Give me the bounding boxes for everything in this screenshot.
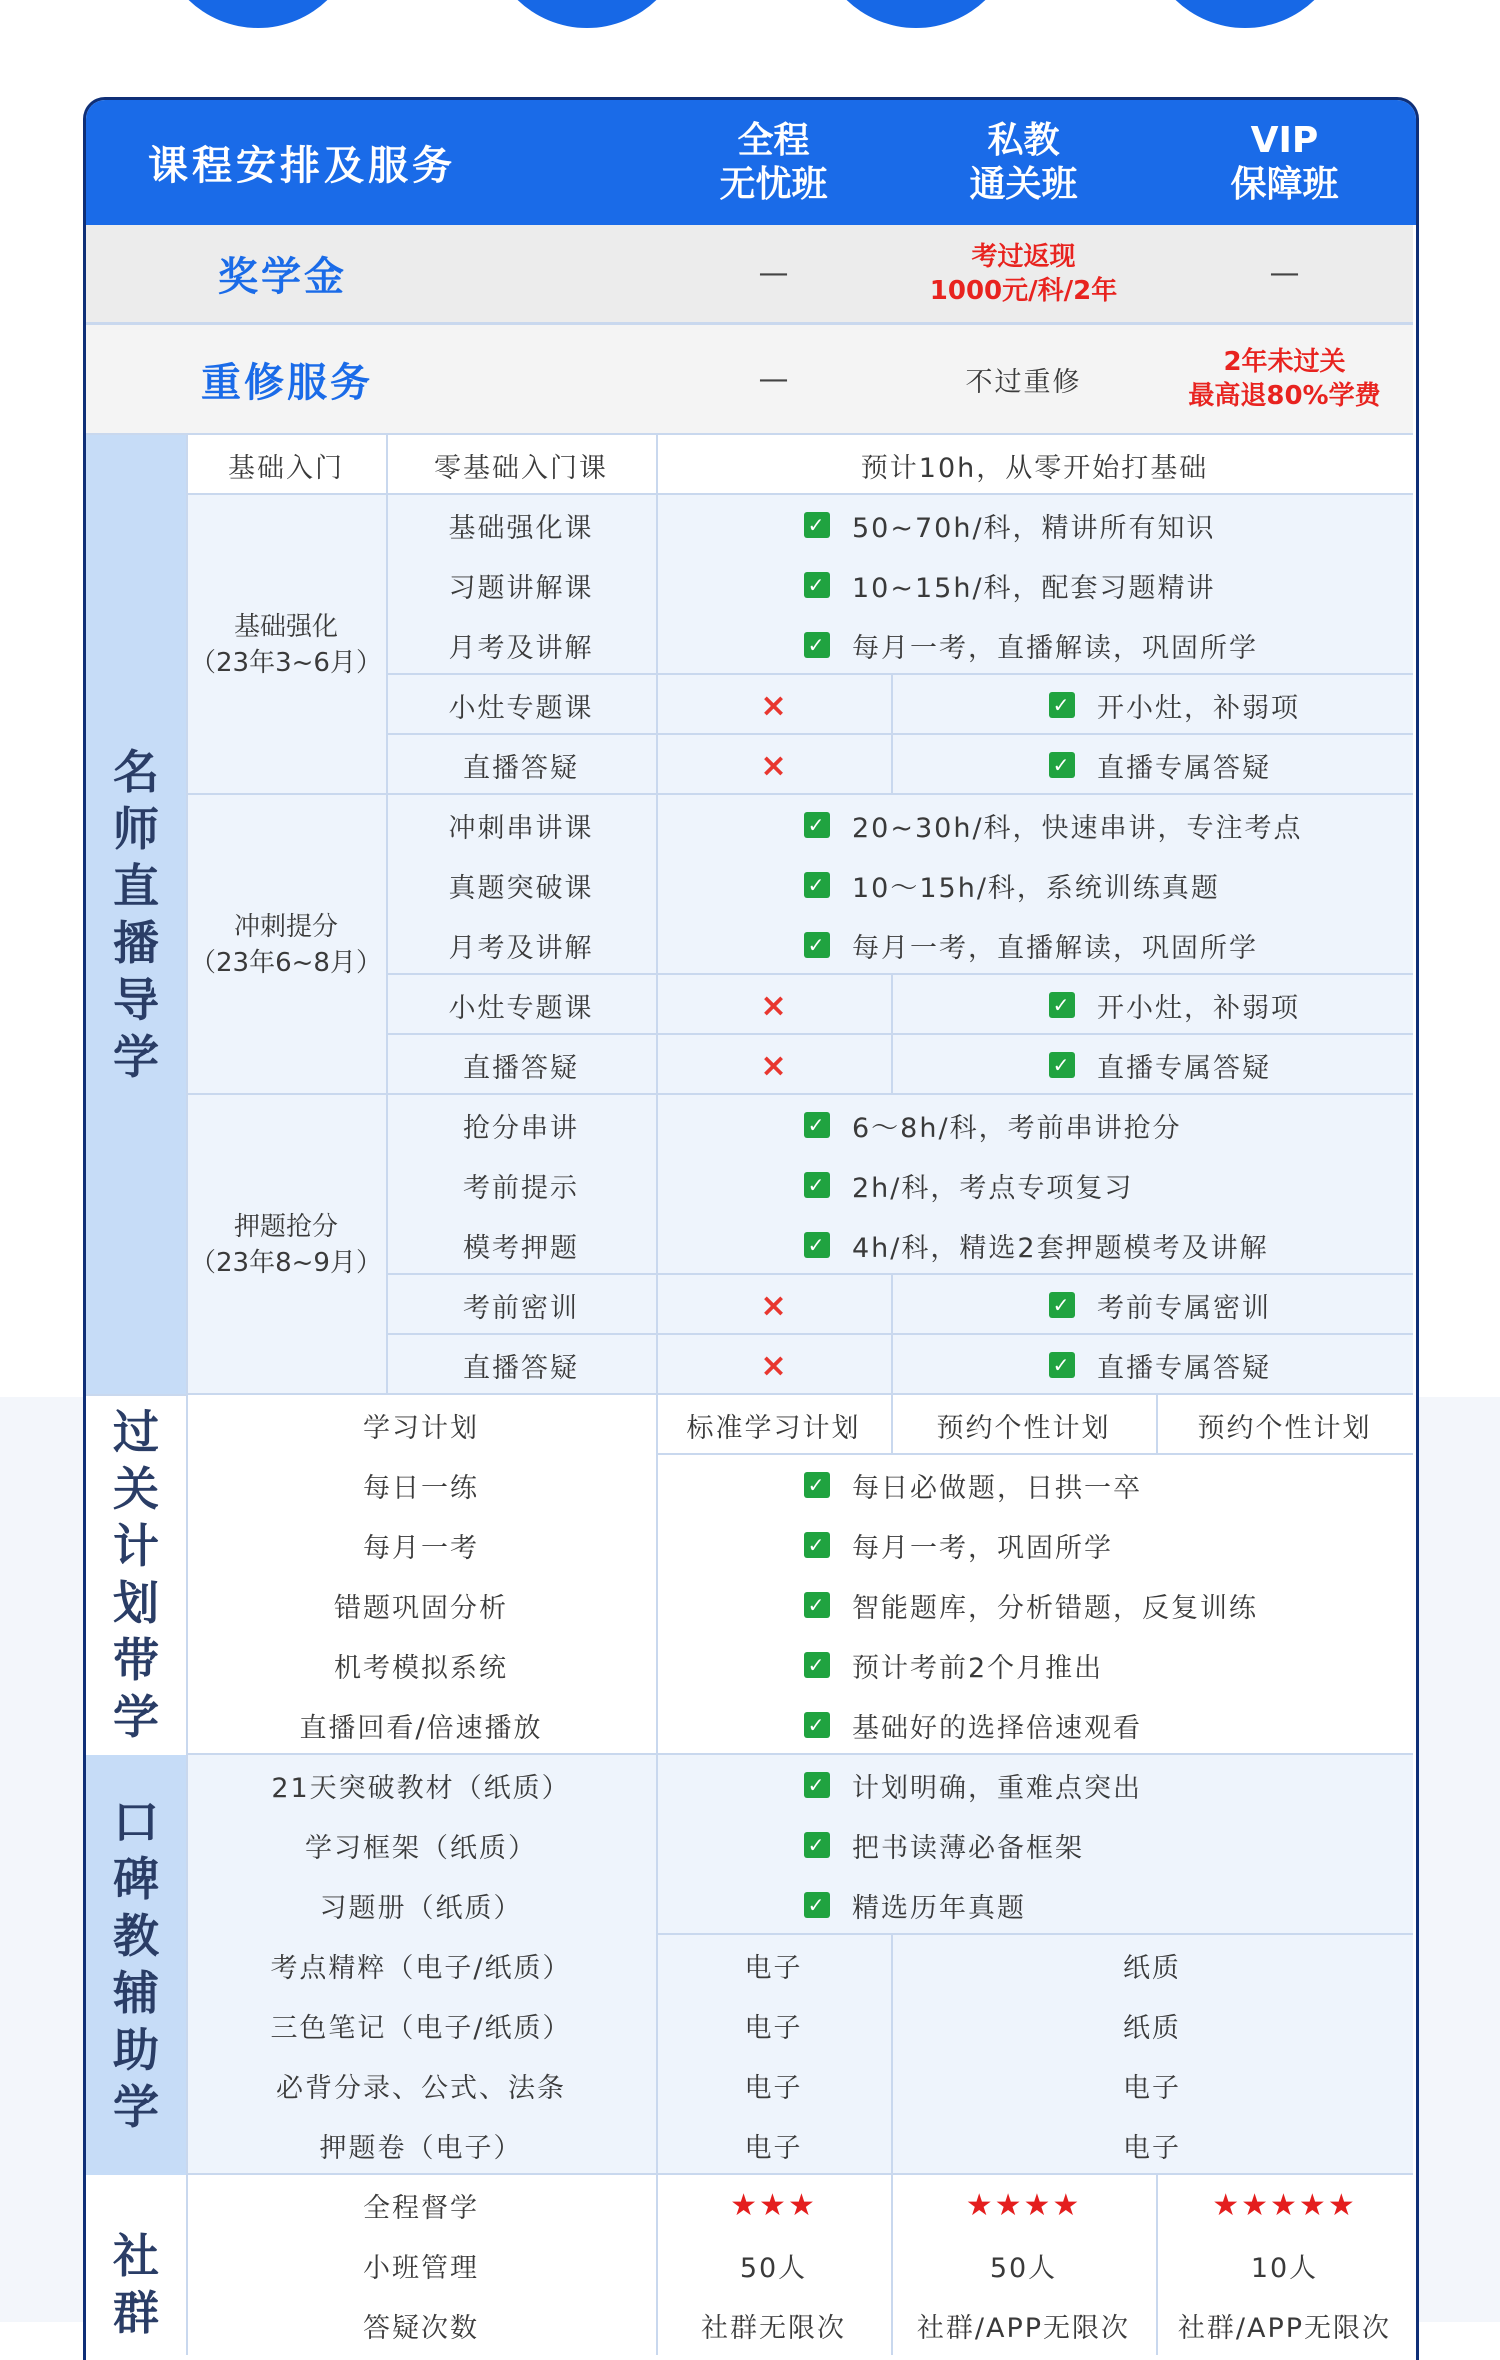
course-desc-text: 20~30h/科，快速串讲，专注考点 <box>852 812 1303 844</box>
plan-row-label: 机考模拟系统 <box>334 1652 508 1684</box>
plan3-header-line1: VIP <box>1250 119 1319 161</box>
check-icon: ✓ <box>804 1232 830 1258</box>
course-desc-text: 4h/科，精选2套押题模考及讲解 <box>852 1232 1269 1264</box>
community-label: 全程督学 <box>363 2192 479 2224</box>
plan1-header-line1: 全程 <box>737 119 810 161</box>
community-plan3: 社群/APP无限次 <box>1177 2312 1392 2344</box>
decorative-circle <box>816 0 1016 28</box>
course-desc-text: 6～8h/科，考前串讲抢分 <box>852 1112 1182 1144</box>
section-community <box>86 2175 186 2360</box>
course-name: 习题讲解课 <box>448 572 594 604</box>
plan-row-desc-text: 智能题库，分析错题，反复训练 <box>852 1592 1258 1624</box>
material-label: 学习框架（纸质） <box>305 1832 537 1864</box>
plan-first-plan1: 标准学习计划 <box>686 1412 861 1444</box>
course-name: 考前密训 <box>463 1292 579 1324</box>
community-plan1: 社群无限次 <box>701 2312 846 2344</box>
grid-line <box>86 1394 186 1396</box>
section-materials-char: 口 <box>113 1795 159 1849</box>
course-desc-text: 每月一考，直播解读，巩固所学 <box>852 632 1258 664</box>
grid-line <box>891 2175 893 2355</box>
plan-row-label: 直播回看/倍速播放 <box>299 1712 543 1744</box>
premium-desc <box>891 1275 1413 1335</box>
check-icon: ✓ <box>804 1892 830 1918</box>
stage-name-line1: 押题抢分 <box>233 1212 338 1242</box>
section-materials-char: 教 <box>113 1909 159 1963</box>
plan3-header-line2: 保障班 <box>1230 163 1339 205</box>
material-desc <box>656 1875 1413 1935</box>
premium-desc <box>891 675 1413 735</box>
check-icon: ✓ <box>804 1652 830 1678</box>
premium-desc-text: 开小灶，补弱项 <box>1097 992 1300 1024</box>
cross-cell <box>656 675 891 735</box>
check-icon: ✓ <box>804 1172 830 1198</box>
material-desc-text: 把书读薄必备框架 <box>852 1832 1084 1864</box>
section-live-char: 师 <box>113 802 159 856</box>
community-plan1: 50人 <box>739 2252 808 2284</box>
plan1-header <box>656 100 891 225</box>
plan-row-label: 错题巩固分析 <box>334 1592 508 1624</box>
community-plan3: ★★★★★ <box>1212 2187 1357 2223</box>
scholarship-plan2-line2: 1000元/科/2年 <box>929 275 1118 306</box>
section-community-char: 社 <box>113 2229 159 2283</box>
cross-icon: × <box>760 686 787 724</box>
grid-line <box>1156 1395 1158 1455</box>
premium-desc <box>891 975 1413 1035</box>
scholarship-plan2-line1: 考过返现 <box>971 241 1076 272</box>
check-icon: ✓ <box>804 1712 830 1738</box>
course-name: 直播答疑 <box>463 1052 579 1084</box>
scholarship-plan2 <box>891 225 1156 322</box>
plan-row-desc-text: 每月一考，巩固所学 <box>852 1532 1113 1564</box>
section-materials-char: 学 <box>113 2080 159 2134</box>
cross-cell <box>656 1335 891 1395</box>
retake-plan2: 不过重修 <box>965 366 1082 398</box>
plan-row-desc <box>656 1575 1413 1635</box>
plan-row-desc <box>656 1455 1413 1515</box>
material-desc <box>656 1755 1413 1815</box>
material-plan1: 电子 <box>744 2012 803 2044</box>
check-icon: ✓ <box>1049 1352 1075 1378</box>
check-icon: ✓ <box>804 512 830 538</box>
course-desc-text: 10~15h/科，配套习题精讲 <box>852 572 1216 604</box>
section-plan-char: 过 <box>113 1405 159 1459</box>
premium-desc <box>891 1335 1413 1395</box>
premium-desc-text: 开小灶，补弱项 <box>1097 692 1300 724</box>
section-live-char: 导 <box>113 973 159 1027</box>
check-icon: ✓ <box>804 1112 830 1138</box>
cross-icon: × <box>760 1286 787 1324</box>
section-materials-char: 助 <box>113 2023 159 2077</box>
plan-row-desc <box>656 1635 1413 1695</box>
check-icon: ✓ <box>804 1772 830 1798</box>
plan-row-label: 每月一考 <box>363 1532 479 1564</box>
check-icon: ✓ <box>1049 692 1075 718</box>
material-label: 21天突破教材（纸质） <box>271 1772 571 1804</box>
scholarship-plan3: — <box>1269 256 1300 291</box>
plan-first-plan3: 预约个性计划 <box>1197 1412 1372 1444</box>
community-label: 小班管理 <box>363 2252 479 2284</box>
course-desc <box>656 1095 1413 1155</box>
course-name: 冲刺串讲课 <box>448 812 594 844</box>
course-desc <box>656 1215 1413 1275</box>
course-name: 模考押题 <box>463 1232 579 1264</box>
section-plan-char: 带 <box>113 1633 159 1687</box>
community-label: 答疑次数 <box>363 2312 479 2344</box>
premium-desc-text: 直播专属答疑 <box>1097 1352 1271 1384</box>
course-desc-text: 50~70h/科，精讲所有知识 <box>852 512 1216 544</box>
section-live-char: 播 <box>113 916 159 970</box>
material-plan1: 电子 <box>744 2132 803 2164</box>
cross-icon: × <box>760 986 787 1024</box>
check-icon: ✓ <box>1049 1052 1075 1078</box>
material-label: 押题卷（电子） <box>319 2132 523 2164</box>
material-rest: 电子 <box>1123 2072 1181 2104</box>
intro-stage: 基础入门 <box>228 452 344 484</box>
section-materials <box>86 1755 186 2175</box>
premium-desc <box>891 1035 1413 1095</box>
plan-label: 学习计划 <box>363 1412 479 1444</box>
community-plan3: 10人 <box>1250 2252 1319 2284</box>
stage-name-line2: （23年8~9月） <box>190 1248 382 1278</box>
course-desc <box>656 855 1413 915</box>
premium-desc <box>891 735 1413 795</box>
check-icon: ✓ <box>804 632 830 658</box>
course-desc <box>656 615 1413 675</box>
plan2-header <box>891 100 1156 225</box>
grid-line <box>891 1935 893 2175</box>
material-plan1: 电子 <box>744 2072 803 2104</box>
premium-desc-text: 考前专属密训 <box>1097 1292 1271 1324</box>
course-name: 月考及讲解 <box>448 932 594 964</box>
check-icon: ✓ <box>804 872 830 898</box>
table-header <box>86 100 1416 225</box>
premium-desc-text: 直播专属答疑 <box>1097 752 1271 784</box>
plan-row-desc-text: 预计考前2个月推出 <box>852 1652 1104 1684</box>
section-live-char: 名 <box>113 745 159 799</box>
section-live-char: 直 <box>113 859 159 913</box>
material-plan1: 电子 <box>744 1952 803 1984</box>
material-label: 三色笔记（电子/纸质） <box>270 2012 572 2044</box>
retake-label: 重修服务 <box>201 359 373 406</box>
material-desc-text: 计划明确，重难点突出 <box>852 1772 1142 1804</box>
course-name: 直播答疑 <box>463 752 579 784</box>
retake-plan3-line2: 最高退80%学费 <box>1188 381 1381 411</box>
plan-row-desc-text: 每日必做题，日拱一卒 <box>852 1472 1142 1504</box>
course-desc-text: 2h/科，考点专项复习 <box>852 1172 1134 1204</box>
check-icon: ✓ <box>804 572 830 598</box>
section-materials-char: 辅 <box>113 1966 159 2020</box>
community-plan2: 社群/APP无限次 <box>916 2312 1131 2344</box>
plan1-header-line2: 无忧班 <box>719 163 828 205</box>
stage-name-line1: 冲刺提分 <box>233 912 338 942</box>
material-rest: 纸质 <box>1123 1952 1181 1984</box>
course-desc <box>656 495 1413 555</box>
plan-first-plan2: 预约个性计划 <box>936 1412 1111 1444</box>
decorative-circle <box>158 0 358 28</box>
course-desc <box>656 795 1413 855</box>
cross-cell <box>656 735 891 795</box>
grid-line <box>1156 2175 1158 2355</box>
section-plan-char: 关 <box>113 1462 159 1516</box>
scholarship-plan1: — <box>758 256 789 291</box>
course-desc-text: 每月一考，直播解读，巩固所学 <box>852 932 1258 964</box>
stage-name <box>186 795 386 1095</box>
section-plan <box>86 1395 186 1755</box>
check-icon: ✓ <box>804 812 830 838</box>
material-label: 考点精粹（电子/纸质） <box>270 1952 572 1984</box>
plan2-header-line2: 通关班 <box>969 163 1078 205</box>
grid-line <box>656 435 658 2355</box>
retake-plan3-line1: 2年未过关 <box>1223 347 1346 377</box>
section-materials-char: 碑 <box>113 1852 159 1906</box>
check-icon: ✓ <box>804 1832 830 1858</box>
community-plan1: ★★★ <box>730 2187 817 2223</box>
material-rest: 纸质 <box>1123 2012 1181 2044</box>
community-plan2: 50人 <box>989 2252 1058 2284</box>
comparison-table <box>83 97 1419 2360</box>
course-name: 直播答疑 <box>463 1352 579 1384</box>
retake-plan3 <box>1156 325 1413 433</box>
check-icon: ✓ <box>804 1592 830 1618</box>
course-name: 考前提示 <box>463 1172 579 1204</box>
material-desc <box>656 1815 1413 1875</box>
retake-plan1: — <box>758 361 789 397</box>
community-plan2: ★★★★ <box>965 2187 1082 2223</box>
material-label: 习题册（纸质） <box>319 1892 523 1924</box>
plan-row-label: 每日一练 <box>363 1472 479 1504</box>
course-name: 小灶专题课 <box>448 992 594 1024</box>
plan3-header <box>1156 100 1413 225</box>
material-rest: 电子 <box>1123 2132 1181 2164</box>
course-name: 月考及讲解 <box>448 632 594 664</box>
course-name: 真题突破课 <box>448 872 594 904</box>
stage-name-line1: 基础强化 <box>233 612 338 642</box>
check-icon: ✓ <box>1049 752 1075 778</box>
material-label: 必背分录、公式、法条 <box>276 2072 566 2104</box>
section-live-char: 学 <box>113 1030 159 1084</box>
cross-cell <box>656 1275 891 1335</box>
cross-icon: × <box>760 746 787 784</box>
course-desc <box>656 555 1413 615</box>
decorative-circle <box>487 0 687 28</box>
stage-name <box>186 495 386 795</box>
plan-row-desc <box>656 1695 1413 1755</box>
plan2-header-line1: 私教 <box>987 119 1060 161</box>
grid-line <box>186 435 188 2355</box>
intro-desc: 预计10h，从零开始打基础 <box>860 452 1209 484</box>
table-title: 课程安排及服务 <box>148 143 456 189</box>
course-desc <box>656 1155 1413 1215</box>
stage-name-line2: （23年6~8月） <box>190 948 382 978</box>
stage-name <box>186 1095 386 1395</box>
cross-icon: × <box>760 1346 787 1384</box>
course-desc <box>656 915 1413 975</box>
section-plan-char: 划 <box>113 1576 159 1630</box>
cross-icon: × <box>760 1046 787 1084</box>
check-icon: ✓ <box>1049 992 1075 1018</box>
material-desc-text: 精选历年真题 <box>852 1892 1026 1924</box>
course-name: 基础强化课 <box>448 512 594 544</box>
scholarship-label: 奖学金 <box>218 254 347 300</box>
intro-course: 零基础入门课 <box>434 452 608 484</box>
section-plan-char: 计 <box>113 1519 159 1573</box>
plan-row-desc <box>656 1515 1413 1575</box>
grid-line <box>891 1395 893 1455</box>
check-icon: ✓ <box>1049 1292 1075 1318</box>
stage-name-line2: （23年3~6月） <box>190 648 382 678</box>
check-icon: ✓ <box>804 1472 830 1498</box>
plan-row-desc-text: 基础好的选择倍速观看 <box>852 1712 1142 1744</box>
section-plan-char: 学 <box>113 1690 159 1744</box>
course-desc-text: 10～15h/科，系统训练真题 <box>852 872 1220 904</box>
cross-cell <box>656 1035 891 1095</box>
decorative-circle <box>1145 0 1345 28</box>
grid-line <box>386 435 388 1395</box>
section-community-char: 群 <box>113 2286 159 2340</box>
premium-desc-text: 直播专属答疑 <box>1097 1052 1271 1084</box>
course-name: 抢分串讲 <box>463 1112 579 1144</box>
section-live <box>86 435 186 1395</box>
cross-cell <box>656 975 891 1035</box>
check-icon: ✓ <box>804 1532 830 1558</box>
check-icon: ✓ <box>804 932 830 958</box>
course-name: 小灶专题课 <box>448 692 594 724</box>
